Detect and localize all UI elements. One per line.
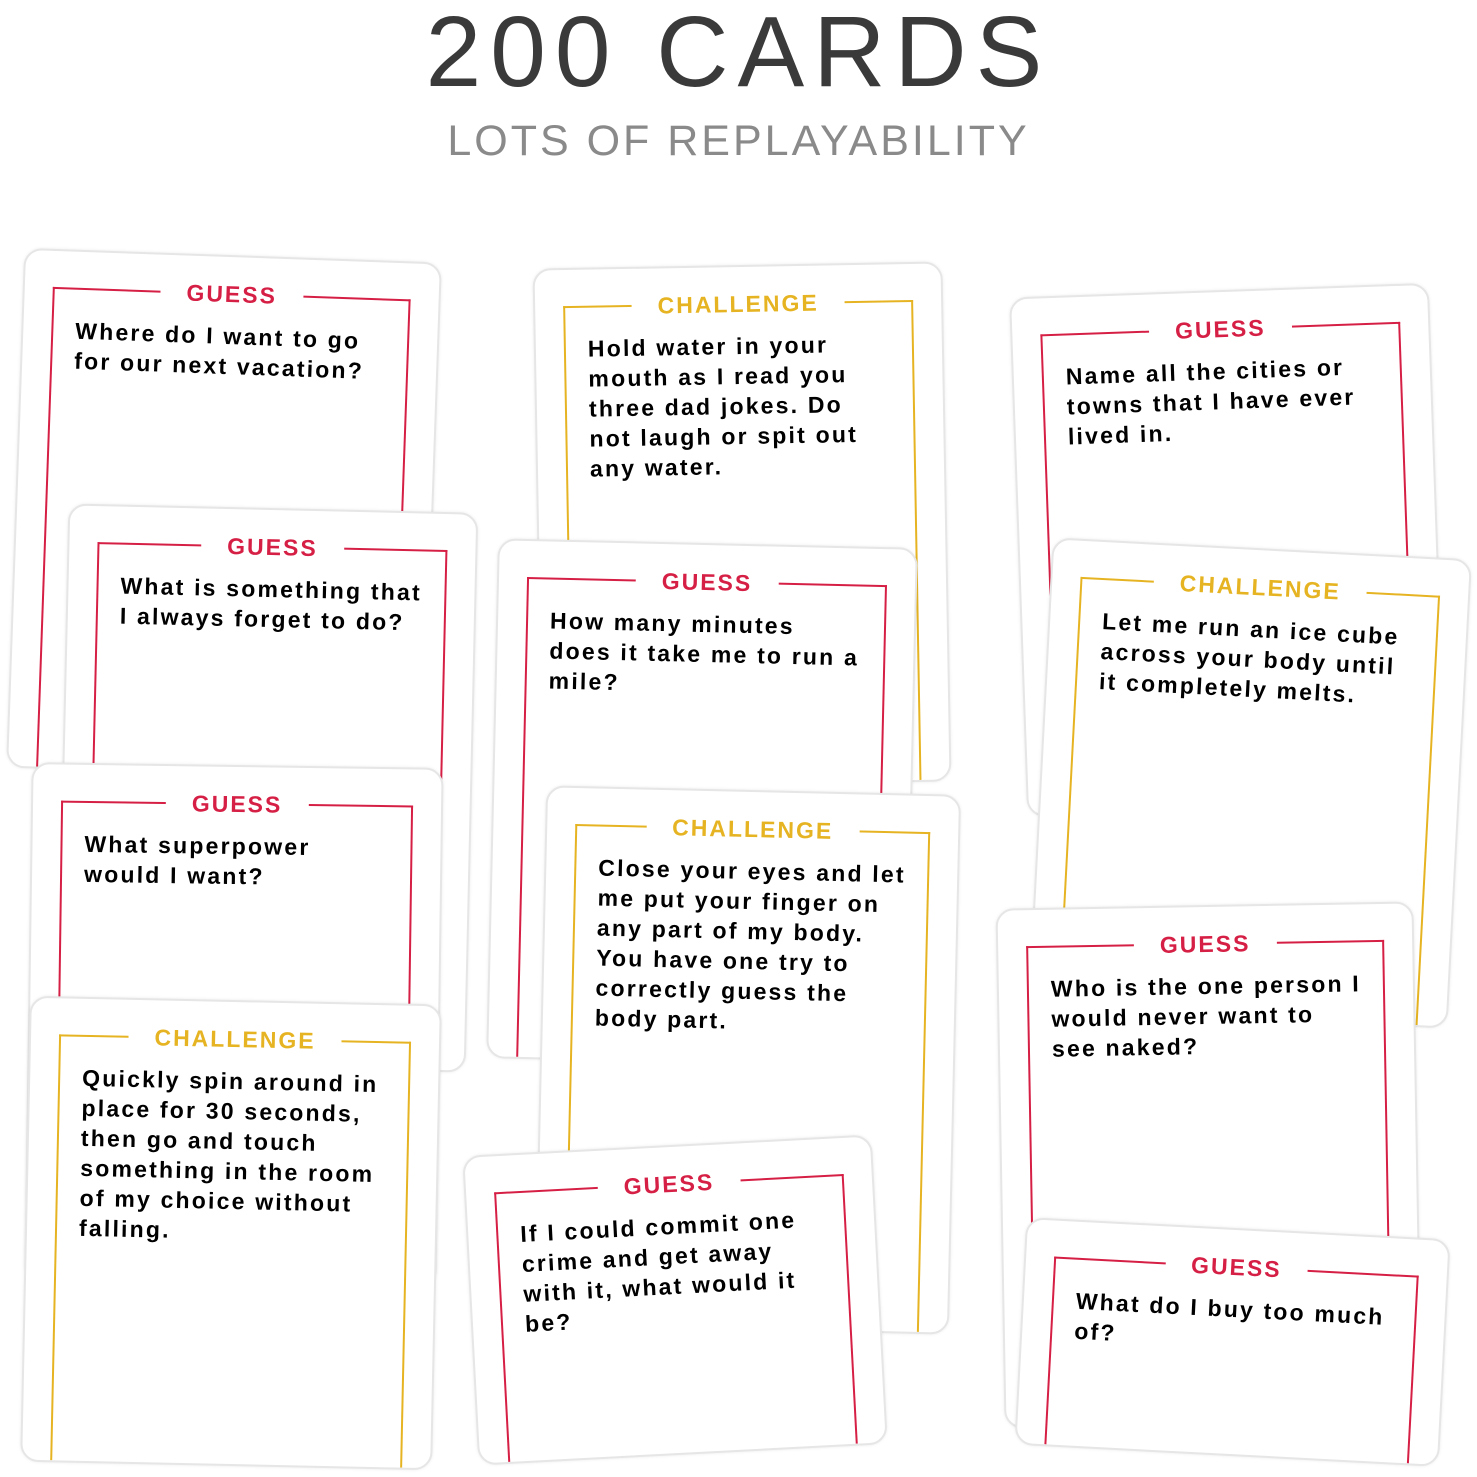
card-body — [1016, 1219, 1448, 1465]
card-prompt: Name all the cities or towns that I have ever lived in. — [1065, 353, 1356, 450]
card-prompt: What is something that I always forget to do? — [119, 572, 423, 636]
card-body — [464, 1137, 885, 1464]
guess-card — [1014, 1217, 1450, 1467]
card-type-label: CHALLENGE — [646, 812, 860, 847]
guess-card — [462, 1134, 888, 1465]
card-type-label: CHALLENGE — [1153, 567, 1367, 608]
card-type-label: GUESS — [201, 530, 344, 563]
page-subtitle: LOTS OF REPLAYABILITY — [447, 117, 1030, 165]
card-prompt: Where do I want to go for our next vacation? — [73, 317, 365, 384]
card-type-label: GUESS — [635, 565, 778, 598]
challenge-card — [20, 996, 442, 1471]
card-type-label: GUESS — [1164, 1248, 1308, 1285]
card-type-label: CHALLENGE — [631, 287, 845, 321]
card-type-label: GUESS — [1149, 312, 1292, 347]
card-prompt: Close your eyes and let me put your finger on any part of my body. You have one try to correctly guess the body part. — [594, 854, 907, 1034]
card-body — [22, 998, 440, 1468]
card-prompt: What superpower would I want? — [83, 830, 311, 890]
card-prompt: Who is the one person I would never want to see naked? — [1050, 970, 1362, 1062]
card-type-label: GUESS — [160, 277, 303, 312]
card-prompt: Quickly spin around in place for 30 seconds, then go and touch something in the room of my choice without falling. — [78, 1064, 379, 1243]
card-type-label: CHALLENGE — [128, 1022, 342, 1056]
card-prompt: Let me run an ice cube across your body until it completely melts. — [1098, 608, 1401, 708]
card-type-label: GUESS — [166, 788, 309, 820]
card-type-label: GUESS — [1134, 928, 1277, 960]
card-prompt: What do I buy too much of? — [1073, 1287, 1386, 1346]
page-title: 200 CARDS — [425, 0, 1052, 108]
card-prompt: Hold water in your mouth as I read you three dad jokes. Do not laugh or spit out any water. — [587, 331, 859, 482]
card-prompt: How many minutes does it take me to run a mile? — [548, 607, 860, 696]
card-type-label: GUESS — [597, 1165, 741, 1202]
card-prompt: If I could commit one crime and get away with it, what would it be? — [519, 1206, 798, 1337]
